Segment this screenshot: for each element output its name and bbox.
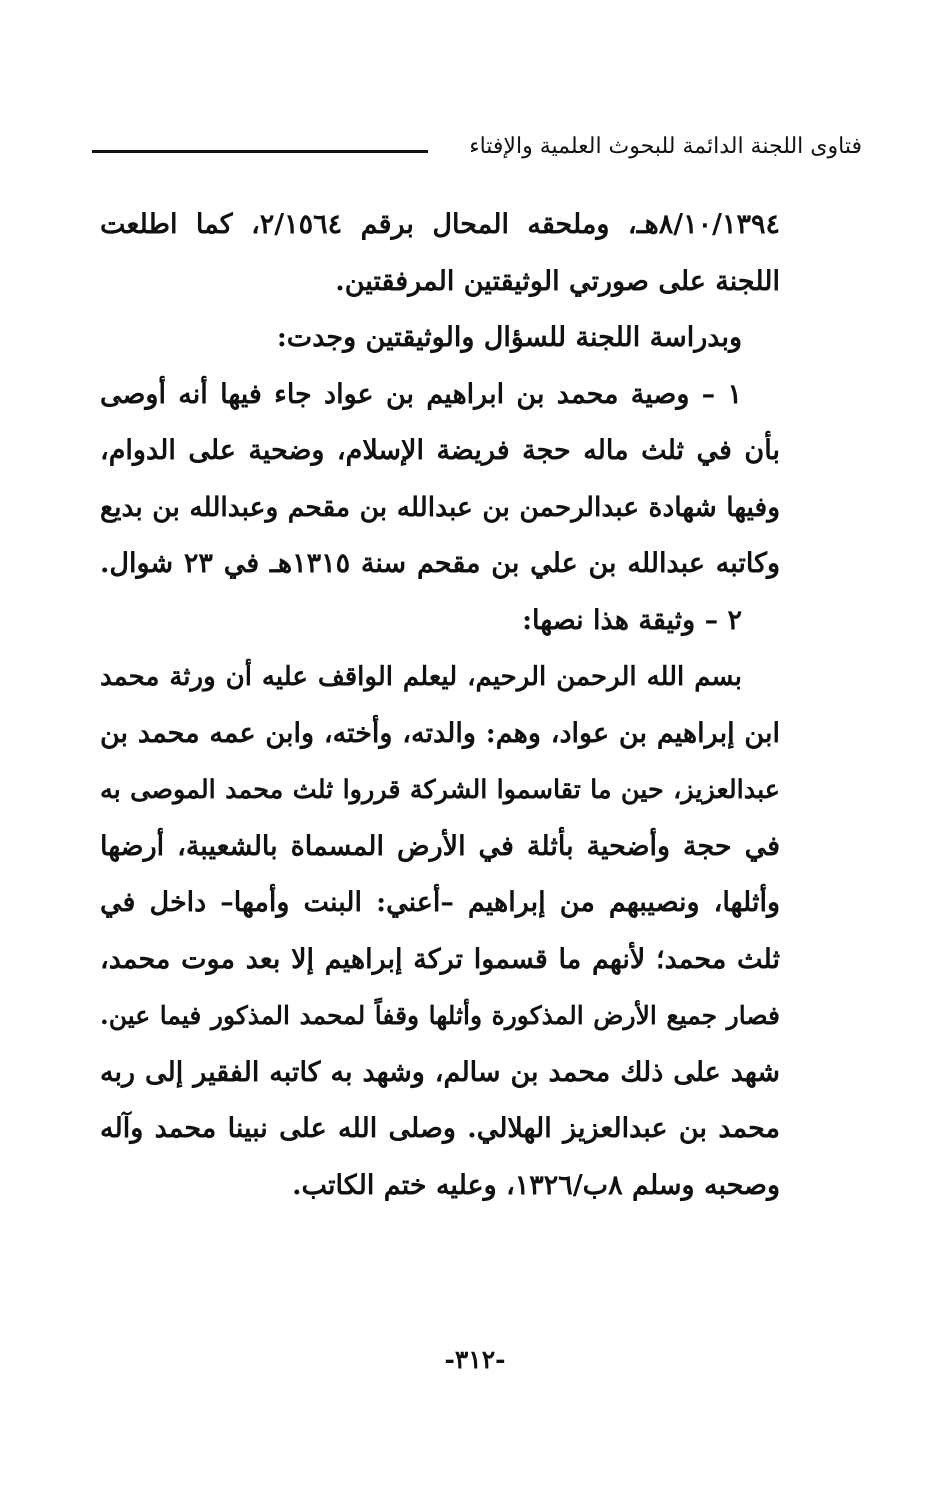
text-line: اللجنة على صورتي الوثيقتين المرفقتين. [335,265,780,297]
text-line: وكاتبه عبدالله بن علي بن مقحم سنة ١٣١٥هـ في ٢٣ شوال. [100,548,781,579]
text-line: وأثلها، ونصيبهم من إبراهيم –أعني: البنت وأمها– داخل في [100,887,780,918]
header-title: فتاوى اللجنة الدائمة للبحوث العلمية والإفتاء [469,134,862,159]
text-line: ابن إبراهيم بن عواد، وهم: والدته، وأخته، وابن عمه محمد بن [100,717,780,749]
text-line: ٨/١٠/١٣٩٤هـ، وملحقه المحال برقم ٢/١٥٦٤، كما اطلعت [100,209,780,240]
body-text [100,197,780,1214]
text-line: ١ – وصية محمد بن ابراهيم بن عواد جاء فيها أنه أوصى [100,378,742,410]
running-header [92,128,862,172]
text-line: وصحبه وسلم ٨ب/١٣٢٦، وعليه ختم الكاتب. [292,1169,780,1201]
text-line: في حجة وأضحية بأثلة في الأرض المسماة بالشعيبة، أرضها [100,830,780,862]
header-rule [92,150,428,153]
text-line: محمد بن عبدالعزيز الهلالي. وصلى الله على نبينا محمد وآله [100,1113,780,1144]
page-number: -٣١٢- [444,1345,506,1374]
text-line: ثلث محمد؛ لأنهم ما قسموا تركة إبراهيم إلا بعد موت محمد، [100,943,780,975]
text-line: وبدراسة اللجنة للسؤال والوثيقتين وجدت: [276,322,742,353]
text-line: وفيها شهادة عبدالرحمن بن عبدالله بن مقحم وعبدالله بن بديع [100,491,780,523]
text-line: فصار جميع الأرض المذكورة وأثلها وقفاً لمحمد المذكور فيما عين. [100,1001,780,1030]
text-line: ٢ – وثيقة هذا نصها: [522,604,742,636]
text-line: بأن في ثلث ماله حجة فريضة الإسلام، وضحية على الدوام، [100,435,780,466]
text-line: بسم الله الرحمن الرحيم، ليعلم الواقف عليه أن ورثة محمد [100,662,742,692]
text-line: شهد على ذلك محمد بن سالم، وشهد به كاتبه الفقير إلى ربه [100,1056,780,1088]
text-line: عبدالعزيز، حين ما تقاسموا الشركة قرروا ثلث محمد الموصى به [100,775,780,805]
